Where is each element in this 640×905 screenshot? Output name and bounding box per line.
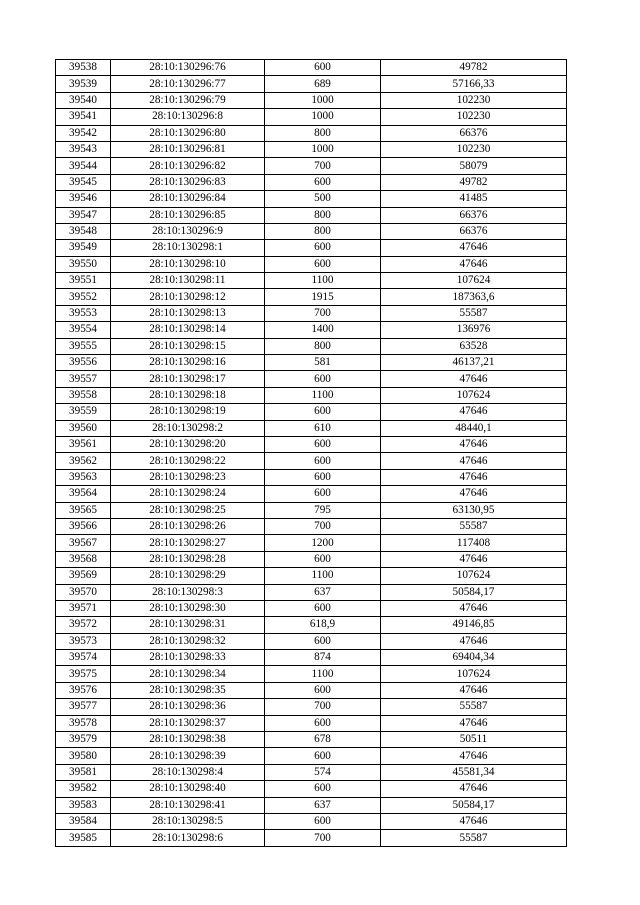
row-number-cell: 39547 — [56, 207, 111, 223]
row-number-cell: 39578 — [56, 715, 111, 731]
table-row — [56, 732, 567, 748]
row-number-cell: 39549 — [56, 240, 111, 256]
table-row — [56, 322, 567, 338]
table-row — [56, 174, 567, 190]
row-number-cell: 39561 — [56, 436, 111, 452]
table-row — [56, 535, 567, 551]
table-row — [56, 502, 567, 518]
row-number-cell: 39559 — [56, 404, 111, 420]
cadastral-number-cell: 28:10:130298:2 — [111, 420, 265, 436]
cadastral-number-cell: 28:10:130296:77 — [111, 76, 265, 92]
table-row — [56, 813, 567, 829]
cadastral-number-cell: 28:10:130298:22 — [111, 453, 265, 469]
cadastral-number-cell: 28:10:130298:14 — [111, 322, 265, 338]
area-cell: 1100 — [265, 387, 381, 403]
table-row — [56, 617, 567, 633]
area-cell: 800 — [265, 207, 381, 223]
table-row — [56, 469, 567, 485]
table-row — [56, 305, 567, 321]
area-cell: 800 — [265, 125, 381, 141]
area-cell: 500 — [265, 191, 381, 207]
area-cell: 600 — [265, 240, 381, 256]
row-number-cell: 39562 — [56, 453, 111, 469]
cadastral-number-cell: 28:10:130298:16 — [111, 355, 265, 371]
value-cell: 55587 — [381, 830, 567, 846]
cadastral-number-cell: 28:10:130298:25 — [111, 502, 265, 518]
table-row — [56, 387, 567, 403]
table-row — [56, 584, 567, 600]
value-cell: 41485 — [381, 191, 567, 207]
area-cell: 1915 — [265, 289, 381, 305]
value-cell: 107624 — [381, 273, 567, 289]
area-cell: 1000 — [265, 109, 381, 125]
table-body — [56, 60, 567, 847]
value-cell: 47646 — [381, 633, 567, 649]
table-row — [56, 486, 567, 502]
row-number-cell: 39565 — [56, 502, 111, 518]
table-row — [56, 633, 567, 649]
row-number-cell: 39541 — [56, 109, 111, 125]
cadastral-number-cell: 28:10:130298:35 — [111, 682, 265, 698]
cadastral-number-cell: 28:10:130296:81 — [111, 141, 265, 157]
cadastral-number-cell: 28:10:130296:80 — [111, 125, 265, 141]
value-cell: 69404,34 — [381, 650, 567, 666]
area-cell: 574 — [265, 764, 381, 780]
cadastral-number-cell: 28:10:130298:31 — [111, 617, 265, 633]
table-row — [56, 748, 567, 764]
cadastral-number-cell: 28:10:130296:83 — [111, 174, 265, 190]
value-cell: 47646 — [381, 436, 567, 452]
area-cell: 610 — [265, 420, 381, 436]
cadastral-number-cell: 28:10:130298:10 — [111, 256, 265, 272]
cadastral-number-cell: 28:10:130298:24 — [111, 486, 265, 502]
value-cell: 102230 — [381, 141, 567, 157]
value-cell: 136976 — [381, 322, 567, 338]
table-row — [56, 355, 567, 371]
value-cell: 47646 — [381, 715, 567, 731]
area-cell: 600 — [265, 551, 381, 567]
area-cell: 600 — [265, 60, 381, 76]
row-number-cell: 39570 — [56, 584, 111, 600]
value-cell: 102230 — [381, 109, 567, 125]
table-row — [56, 436, 567, 452]
area-cell: 600 — [265, 404, 381, 420]
area-cell: 1100 — [265, 273, 381, 289]
value-cell: 50511 — [381, 732, 567, 748]
row-number-cell: 39548 — [56, 223, 111, 239]
row-number-cell: 39545 — [56, 174, 111, 190]
table-row — [56, 125, 567, 141]
area-cell: 700 — [265, 518, 381, 534]
table-row — [56, 518, 567, 534]
row-number-cell: 39564 — [56, 486, 111, 502]
area-cell: 600 — [265, 600, 381, 616]
value-cell: 117408 — [381, 535, 567, 551]
table-row — [56, 273, 567, 289]
area-cell: 1100 — [265, 666, 381, 682]
area-cell: 874 — [265, 650, 381, 666]
row-number-cell: 39576 — [56, 682, 111, 698]
cadastral-number-cell: 28:10:130296:76 — [111, 60, 265, 76]
cadastral-number-cell: 28:10:130298:30 — [111, 600, 265, 616]
cadastral-number-cell: 28:10:130298:33 — [111, 650, 265, 666]
value-cell: 102230 — [381, 92, 567, 108]
table-row — [56, 797, 567, 813]
row-number-cell: 39585 — [56, 830, 111, 846]
row-number-cell: 39584 — [56, 813, 111, 829]
value-cell: 50584,17 — [381, 584, 567, 600]
value-cell: 187363,6 — [381, 289, 567, 305]
area-cell: 600 — [265, 436, 381, 452]
area-cell: 600 — [265, 781, 381, 797]
area-cell: 700 — [265, 158, 381, 174]
area-cell: 600 — [265, 748, 381, 764]
row-number-cell: 39563 — [56, 469, 111, 485]
area-cell: 600 — [265, 256, 381, 272]
cadastral-number-cell: 28:10:130298:18 — [111, 387, 265, 403]
value-cell: 46137,21 — [381, 355, 567, 371]
cadastral-number-cell: 28:10:130298:17 — [111, 371, 265, 387]
row-number-cell: 39557 — [56, 371, 111, 387]
area-cell: 1200 — [265, 535, 381, 551]
table-row — [56, 453, 567, 469]
cadastral-number-cell: 28:10:130298:27 — [111, 535, 265, 551]
cadastral-number-cell: 28:10:130298:28 — [111, 551, 265, 567]
area-cell: 581 — [265, 355, 381, 371]
cadastral-number-cell: 28:10:130296:85 — [111, 207, 265, 223]
table-row — [56, 92, 567, 108]
row-number-cell: 39577 — [56, 699, 111, 715]
value-cell: 66376 — [381, 125, 567, 141]
cadastral-number-cell: 28:10:130298:3 — [111, 584, 265, 600]
value-cell: 57166,33 — [381, 76, 567, 92]
cadastral-number-cell: 28:10:130298:36 — [111, 699, 265, 715]
area-cell: 600 — [265, 813, 381, 829]
row-number-cell: 39544 — [56, 158, 111, 174]
cadastral-number-cell: 28:10:130298:39 — [111, 748, 265, 764]
cadastral-number-cell: 28:10:130298:15 — [111, 338, 265, 354]
row-number-cell: 39555 — [56, 338, 111, 354]
cadastral-number-cell: 28:10:130298:34 — [111, 666, 265, 682]
value-cell: 47646 — [381, 256, 567, 272]
row-number-cell: 39582 — [56, 781, 111, 797]
row-number-cell: 39546 — [56, 191, 111, 207]
value-cell: 47646 — [381, 748, 567, 764]
value-cell: 66376 — [381, 223, 567, 239]
value-cell: 47646 — [381, 813, 567, 829]
table-row — [56, 141, 567, 157]
value-cell: 49782 — [381, 174, 567, 190]
row-number-cell: 39580 — [56, 748, 111, 764]
row-number-cell: 39556 — [56, 355, 111, 371]
area-cell: 689 — [265, 76, 381, 92]
cadastral-number-cell: 28:10:130298:11 — [111, 273, 265, 289]
table-row — [56, 223, 567, 239]
area-cell: 800 — [265, 338, 381, 354]
table-row — [56, 666, 567, 682]
table-row — [56, 682, 567, 698]
row-number-cell: 39550 — [56, 256, 111, 272]
cadastral-number-cell: 28:10:130298:12 — [111, 289, 265, 305]
area-cell: 600 — [265, 633, 381, 649]
area-cell: 600 — [265, 453, 381, 469]
value-cell: 107624 — [381, 666, 567, 682]
area-cell: 600 — [265, 174, 381, 190]
table-row — [56, 256, 567, 272]
cadastral-number-cell: 28:10:130298:20 — [111, 436, 265, 452]
value-cell: 66376 — [381, 207, 567, 223]
cadastral-number-cell: 28:10:130298:19 — [111, 404, 265, 420]
area-cell: 1000 — [265, 92, 381, 108]
area-cell: 1100 — [265, 568, 381, 584]
cadastral-number-cell: 28:10:130298:23 — [111, 469, 265, 485]
cadastral-number-cell: 28:10:130298:6 — [111, 830, 265, 846]
cadastral-number-cell: 28:10:130296:79 — [111, 92, 265, 108]
table-row — [56, 109, 567, 125]
area-cell: 700 — [265, 699, 381, 715]
data-table — [55, 59, 567, 847]
table-row — [56, 568, 567, 584]
area-cell: 678 — [265, 732, 381, 748]
table-row — [56, 240, 567, 256]
table-row — [56, 158, 567, 174]
table-row — [56, 650, 567, 666]
table-row — [56, 830, 567, 846]
row-number-cell: 39543 — [56, 141, 111, 157]
table-row — [56, 764, 567, 780]
area-cell: 795 — [265, 502, 381, 518]
row-number-cell: 39568 — [56, 551, 111, 567]
row-number-cell: 39538 — [56, 60, 111, 76]
value-cell: 107624 — [381, 387, 567, 403]
value-cell: 47646 — [381, 600, 567, 616]
value-cell: 47646 — [381, 469, 567, 485]
cadastral-number-cell: 28:10:130296:84 — [111, 191, 265, 207]
table-row — [56, 371, 567, 387]
row-number-cell: 39575 — [56, 666, 111, 682]
area-cell: 637 — [265, 797, 381, 813]
table-row — [56, 600, 567, 616]
row-number-cell: 39558 — [56, 387, 111, 403]
table-row — [56, 191, 567, 207]
area-cell: 700 — [265, 305, 381, 321]
row-number-cell: 39554 — [56, 322, 111, 338]
value-cell: 47646 — [381, 682, 567, 698]
value-cell: 63130,95 — [381, 502, 567, 518]
cadastral-number-cell: 28:10:130298:32 — [111, 633, 265, 649]
value-cell: 47646 — [381, 781, 567, 797]
row-number-cell: 39542 — [56, 125, 111, 141]
row-number-cell: 39551 — [56, 273, 111, 289]
value-cell: 47646 — [381, 404, 567, 420]
table-row — [56, 781, 567, 797]
table-row — [56, 207, 567, 223]
cadastral-number-cell: 28:10:130298:37 — [111, 715, 265, 731]
cadastral-number-cell: 28:10:130296:82 — [111, 158, 265, 174]
table-row — [56, 420, 567, 436]
value-cell: 55587 — [381, 518, 567, 534]
cadastral-number-cell: 28:10:130296:9 — [111, 223, 265, 239]
area-cell: 600 — [265, 715, 381, 731]
table-row — [56, 404, 567, 420]
row-number-cell: 39567 — [56, 535, 111, 551]
area-cell: 800 — [265, 223, 381, 239]
value-cell: 58079 — [381, 158, 567, 174]
value-cell: 49146,85 — [381, 617, 567, 633]
row-number-cell: 39581 — [56, 764, 111, 780]
row-number-cell: 39540 — [56, 92, 111, 108]
area-cell: 618,9 — [265, 617, 381, 633]
row-number-cell: 39571 — [56, 600, 111, 616]
row-number-cell: 39560 — [56, 420, 111, 436]
table-row — [56, 715, 567, 731]
value-cell: 50584,17 — [381, 797, 567, 813]
area-cell: 600 — [265, 682, 381, 698]
value-cell: 47646 — [381, 371, 567, 387]
row-number-cell: 39573 — [56, 633, 111, 649]
row-number-cell: 39579 — [56, 732, 111, 748]
row-number-cell: 39574 — [56, 650, 111, 666]
row-number-cell: 39539 — [56, 76, 111, 92]
area-cell: 600 — [265, 486, 381, 502]
table-row — [56, 551, 567, 567]
table-row — [56, 338, 567, 354]
row-number-cell: 39572 — [56, 617, 111, 633]
value-cell: 55587 — [381, 305, 567, 321]
area-cell: 1400 — [265, 322, 381, 338]
area-cell: 600 — [265, 469, 381, 485]
area-cell: 700 — [265, 830, 381, 846]
value-cell: 55587 — [381, 699, 567, 715]
cadastral-number-cell: 28:10:130298:1 — [111, 240, 265, 256]
value-cell: 48440,1 — [381, 420, 567, 436]
cadastral-number-cell: 28:10:130298:13 — [111, 305, 265, 321]
cadastral-number-cell: 28:10:130298:41 — [111, 797, 265, 813]
cadastral-number-cell: 28:10:130298:5 — [111, 813, 265, 829]
table-row — [56, 289, 567, 305]
value-cell: 47646 — [381, 551, 567, 567]
value-cell: 47646 — [381, 240, 567, 256]
value-cell: 107624 — [381, 568, 567, 584]
table-row — [56, 699, 567, 715]
value-cell: 45581,34 — [381, 764, 567, 780]
cadastral-number-cell: 28:10:130298:29 — [111, 568, 265, 584]
value-cell: 49782 — [381, 60, 567, 76]
cadastral-number-cell: 28:10:130298:38 — [111, 732, 265, 748]
table-row — [56, 60, 567, 76]
area-cell: 1000 — [265, 141, 381, 157]
area-cell: 600 — [265, 371, 381, 387]
row-number-cell: 39583 — [56, 797, 111, 813]
row-number-cell: 39553 — [56, 305, 111, 321]
cadastral-number-cell: 28:10:130296:8 — [111, 109, 265, 125]
row-number-cell: 39569 — [56, 568, 111, 584]
value-cell: 47646 — [381, 453, 567, 469]
value-cell: 47646 — [381, 486, 567, 502]
cadastral-number-cell: 28:10:130298:26 — [111, 518, 265, 534]
row-number-cell: 39566 — [56, 518, 111, 534]
table-row — [56, 76, 567, 92]
cadastral-number-cell: 28:10:130298:40 — [111, 781, 265, 797]
row-number-cell: 39552 — [56, 289, 111, 305]
value-cell: 63528 — [381, 338, 567, 354]
cadastral-number-cell: 28:10:130298:4 — [111, 764, 265, 780]
area-cell: 637 — [265, 584, 381, 600]
